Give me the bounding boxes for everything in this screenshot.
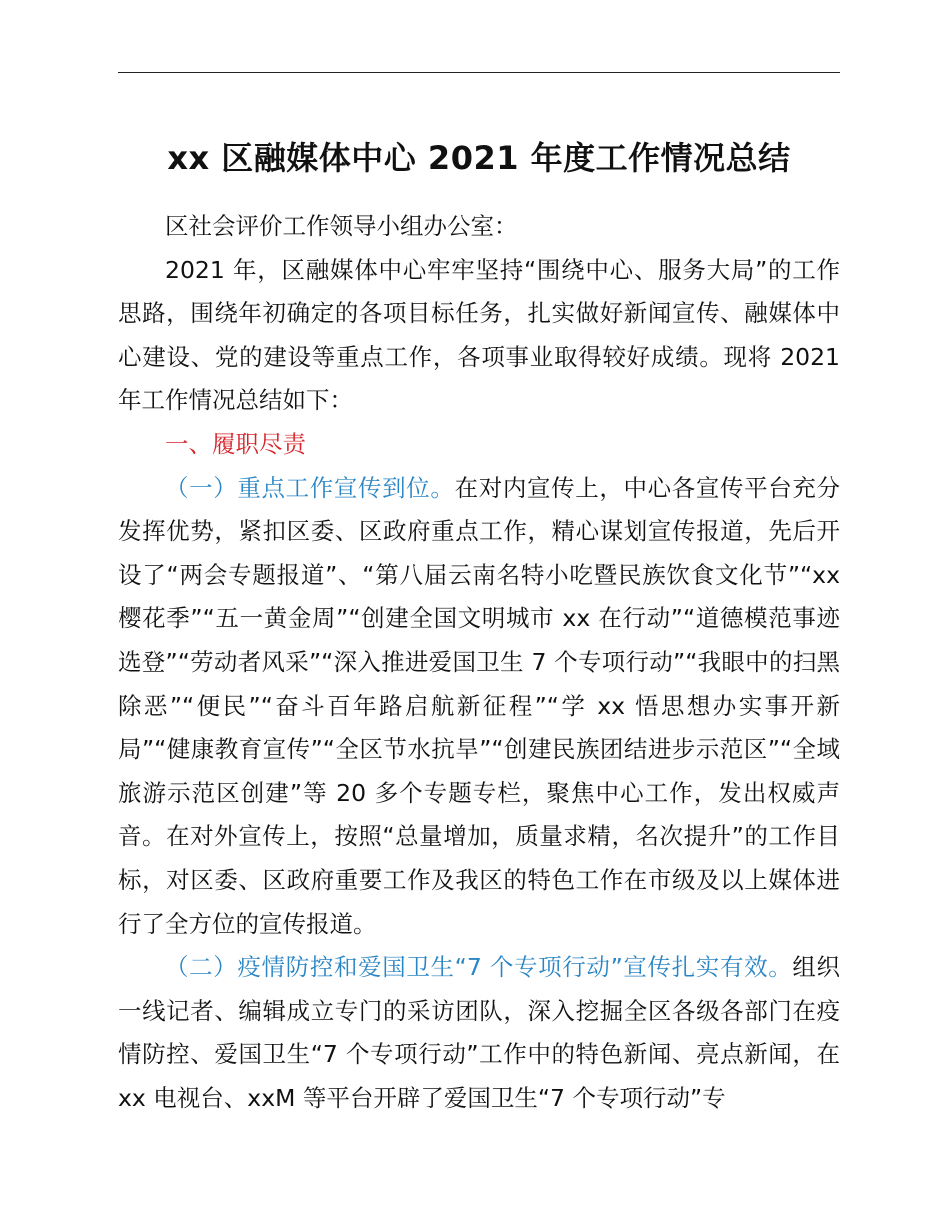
subsection-2-heading: （二）疫情防控和爱国卫生“7 个专项行动”宣传扎实有效。 [165,953,793,982]
section-heading-1: 一、履职尽责 [165,429,306,458]
document-body [118,205,840,1120]
subsection-1-body: 在对内宣传上，中心各宣传平台充分发挥优势，紧扣区委、区政府重点工作，精心谋划宣传报道，先后开设了“两会专题报道”、“第八届云南名特小吃暨民族饮食文化节”“xx 樱花季”“五一黄金周”“创建全国文明城市 xx 在行动”“道德模范事迹选登”“劳动者风采”“深入推进爱国卫生 7 个专项行动”“我眼中的扫黑除恶”“便民”“奋斗百年路启航新征程”“学 xx 悟思想办实事开新局”“健康教育宣传”“全区节水抗旱”“创建民族团结进步示范区”“全域旅游示范区创建”等 20 多个专题专栏，聚焦中心工作，发出权威声音。在对外宣传上，按照“总量增加，质量求精，名次提升”的工作目标，对区委、区政府重要工作及我区的特色工作在市级及以上媒体进行了全方位的宣传报道。 [118,473,841,938]
subsection-1 [118,467,840,947]
subsection-1-heading: （一）重点工作宣传到位。 [165,473,455,502]
header-rule [118,72,840,73]
subsection-2-body: 组织一线记者、编辑成立专门的采访团队，深入挖掘全区各级各部门在疫情防控、爱国卫生“7 个专项行动”工作中的特色新闻、亮点新闻，在 xx 电视台、xxM 等平台开辟了爱国卫生“7 个专项行动”专 [118,953,840,1112]
intro-paragraph: 2021 年，区融媒体中心牢牢坚持“围绕中心、服务大局”的工作思路，围绕年初确定的各项目标任务，扎实做好新闻宣传、融媒体中心建设、党的建设等重点工作，各项事业取得较好成绩。现将 2021 年工作情况总结如下： [118,255,840,415]
subsection-2 [118,946,840,1120]
document-title: xx 区融媒体中心 2021 年度工作情况总结 [167,139,791,177]
salutation: 区社会评价工作领导小组办公室： [165,212,518,240]
